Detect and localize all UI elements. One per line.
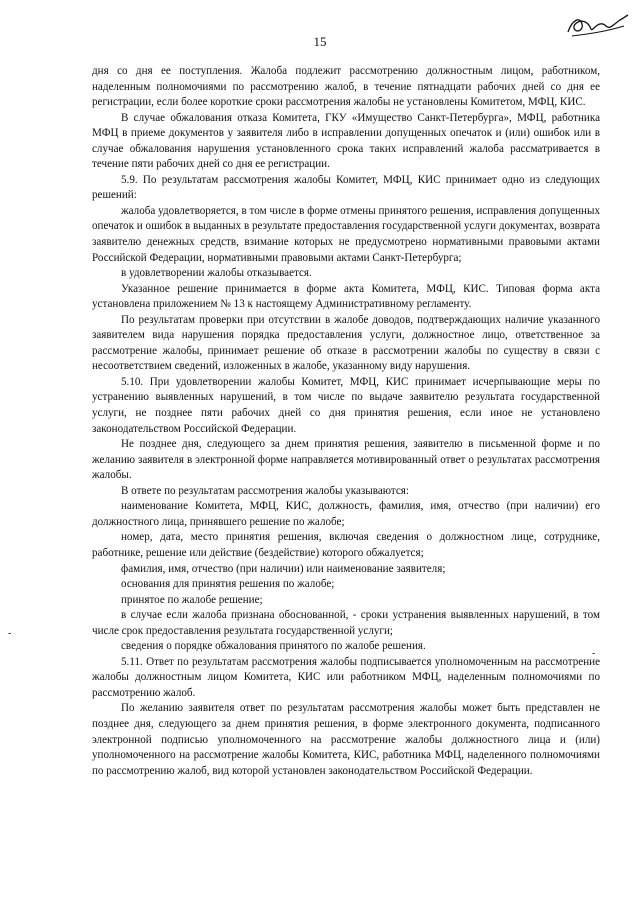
paragraph: наименование Комитета, МФЦ, КИС, должность, фамилия, имя, отчество (при наличии) его должностного лица, принявшего решение по жалобе; bbox=[92, 500, 600, 528]
paragraph: номер, дата, место принятия решения, включая сведения о должностном лице, сотруднике, работнике, решение или действие (бездействие) которого обжалуется; bbox=[92, 531, 600, 559]
paragraph: 5.10. При удовлетворении жалобы Комитет, МФЦ, КИС принимает исчерпывающие меры по устранению выявленных нарушений, в том числе по выдаче заявителю результата государственной услуги, не позднее пяти рабочих дней со дня принятия решения, если иное не установлено законодательством Российской Федерации. bbox=[92, 375, 600, 435]
paragraph: По желанию заявителя ответ по результатам рассмотрения жалобы может быть представлен не позднее дня, следующего за днем принятия решения, в форме электронного документа, подписанного электронной подписью уполномоченного на рассмотрение жалобы должностного лица и (или) уполномоченного на рассмотрение жалобы Комитета, КИС, работника МФЦ, наделенного полномочиями по рассмотрению жалоб, вид которой установлен законодательством Российской Федерации. bbox=[92, 702, 600, 777]
scan-speck: - bbox=[8, 628, 12, 639]
paragraph: В ответе по результатам рассмотрения жалобы указываются: bbox=[121, 484, 409, 497]
paragraph: в удовлетворении жалобы отказывается. bbox=[121, 267, 312, 280]
paragraph: сведения о порядке обжалования принятого по жалобе решения. bbox=[121, 640, 426, 653]
paragraph: в случае если жалоба признана обоснованной, - сроки устранения выявленных нарушений, в том числе срок предоставления результата государственной услуги; bbox=[92, 609, 600, 637]
paragraph: Указанное решение принимается в форме акта Комитета, МФЦ, КИС. Типовая форма акта установлена приложением № 13 к настоящему Административному регламенту. bbox=[92, 282, 600, 311]
paragraph: дня со дня ее поступления. Жалоба подлежит рассмотрению должностным лицом, работником, наделенным полномочиями по рассмотрению жалоб, в течение пятнадцати рабочих дней со дня ее регистрации, если более короткие сроки рассмотрения жалобы не установлены Комитетом, МФЦ, КИС. bbox=[92, 65, 600, 109]
document-body bbox=[92, 64, 600, 779]
paragraph: 5.11. Ответ по результатам рассмотрения жалобы подписывается уполномоченным на рассмотрение жалобы должностным лицом Комитета, КИС или работником МФЦ, наделенным полномочиями по рассмотрению жалоб. bbox=[92, 655, 600, 699]
paragraph: 5.9. По результатам рассмотрения жалобы Комитет, МФЦ, КИС принимает одно из следующих решений: bbox=[92, 173, 600, 202]
paragraph: В случае обжалования отказа Комитета, ГКУ «Имущество Санкт-Петербурга», МФЦ, работника МФЦ в приеме документов у заявителя либо в исправлении допущенных опечаток и (или) ошибок или в случае обжалования нарушения установленного срока таких исправлений жалоба рассматривается в течение пяти рабочих дней со дня ее регистрации. bbox=[92, 111, 600, 171]
paragraph: жалоба удовлетворяется, в том числе в форме отмены принятого решения, исправления допущенных опечаток и ошибок в выданных в результате предоставления государственной услуги документах, возврата заявителю денежных средств, взимание которых не предусмотрено нормативными правовыми актами Российской Федерации, нормативными правовыми актами Санкт-Петербурга; bbox=[92, 204, 600, 264]
paragraph: фамилия, имя, отчество (при наличии) или наименование заявителя; bbox=[121, 562, 446, 575]
paragraph: основания для принятия решения по жалобе; bbox=[121, 578, 335, 591]
page-number: 15 bbox=[313, 34, 327, 49]
paragraph: По результатам проверки при отсутствии в жалобе доводов, подтверждающих наличие указанного заявителем вида нарушения порядка предоставления услуги, должностное лицо, ответственное за рассмотрение жалобы, принимает решение об отказе в рассмотрении жалобы по существу в связи с несоответствием сведений, изложенных в жалобе, указанному виду нарушения. bbox=[92, 313, 600, 373]
paragraph: принятое по жалобе решение; bbox=[121, 593, 263, 606]
paragraph: Не позднее дня, следующего за днем принятия решения, заявителю в письменной форме и по желанию заявителя в электронной форме направляется мотивированный ответ о результатах рассмотрения жалобы. bbox=[92, 438, 600, 482]
scan-speck: - bbox=[592, 648, 596, 659]
signature-mark bbox=[562, 10, 630, 42]
